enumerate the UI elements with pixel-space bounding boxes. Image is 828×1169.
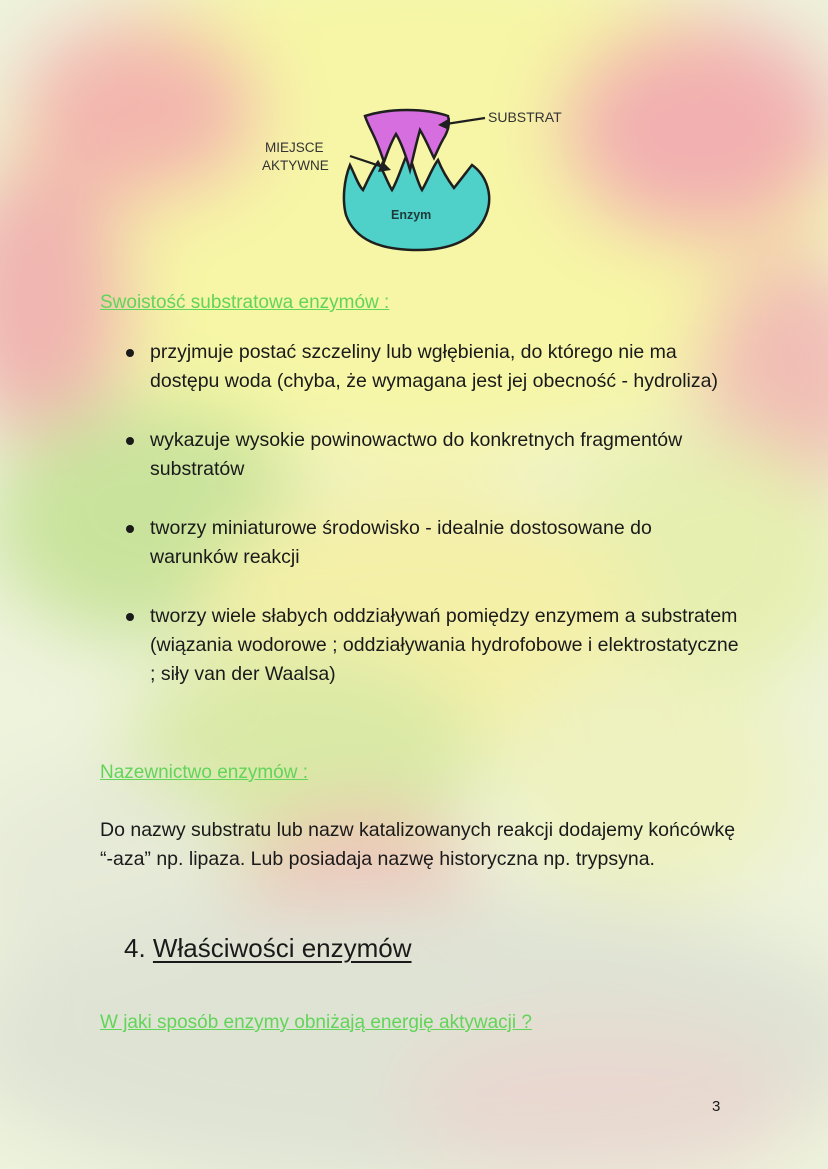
enzyme-substrate-diagram: [250, 100, 580, 260]
specificity-heading: Swoistość substratowa enzymów :: [100, 292, 390, 313]
question-heading: W jaki sposób enzymy obniżają energię aktywacji ?: [100, 1012, 532, 1033]
nomenclature-heading: Nazewnictwo enzymów :: [100, 762, 309, 783]
enzyme-label: Enzym: [391, 208, 432, 222]
section-heading: [124, 933, 412, 964]
list-item: przyjmuje postać szczeliny lub wgłębienia, do którego nie ma dostępu woda (chyba, że wymagana jest jej obecność - hydroliza): [100, 338, 740, 396]
bullet-icon: [126, 613, 134, 621]
bullet-icon: [126, 437, 134, 445]
list-item: tworzy wiele słabych oddziaływań pomiędzy enzymem a substratem (wiązania wodorowe ; oddziaływania hydrofobowe i elektrostatyczne ; siły van der Waalsa): [100, 602, 740, 689]
nomenclature-paragraph: Do nazwy substratu lub nazw katalizowanych reakcji dodajemy końcówkę “-aza” np. lipaza. Lub posiadaja nazwę historyczna np. trypsyna.: [100, 819, 736, 870]
bullet-icon: [126, 349, 134, 357]
specificity-list: [100, 338, 740, 689]
page-number: 3: [712, 1098, 721, 1115]
substrate-arrow: [446, 118, 485, 124]
list-item: wykazuje wysokie powinowactwo do konkretnych fragmentów substratów: [100, 426, 740, 484]
active-site-label-line2: AKTYWNE: [262, 158, 329, 173]
list-item: tworzy miniaturowe środowisko - idealnie dostosowane do warunków reakcji: [100, 514, 740, 572]
substrate-label: SUBSTRAT: [488, 109, 562, 125]
active-site-label-line1: MIEJSCE: [265, 140, 324, 155]
bullet-icon: [126, 525, 134, 533]
section-number: 4.: [124, 933, 146, 963]
enzyme-shape: [344, 152, 489, 250]
section-title: Właściwości enzymów: [152, 933, 412, 963]
